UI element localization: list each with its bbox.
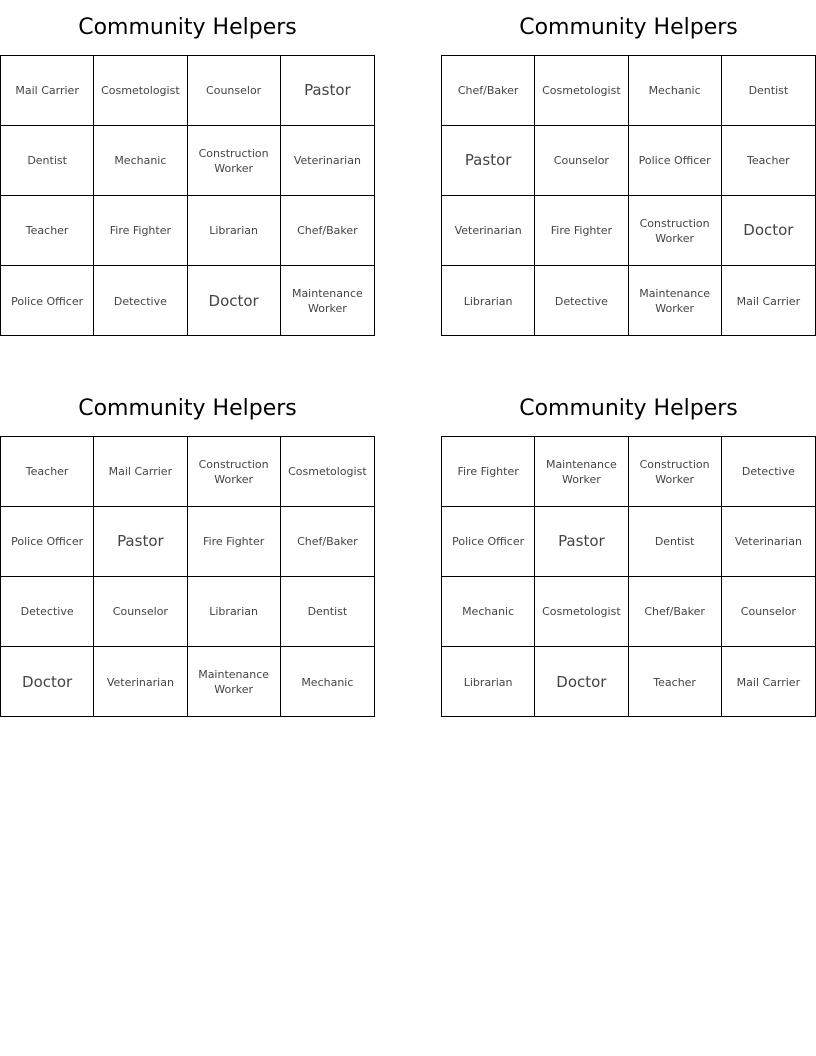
grid-cell: Librarian xyxy=(442,647,535,717)
bingo-grid xyxy=(441,55,816,336)
grid-cell: Cosmetologist xyxy=(535,577,628,647)
grid-cell: Mechanic xyxy=(629,56,722,126)
grid-cell: Mechanic xyxy=(94,126,187,196)
grid-cell: Maintenance Worker xyxy=(629,266,722,336)
bingo-grid xyxy=(441,436,816,717)
grid-cell: Chef/Baker xyxy=(629,577,722,647)
grid-cell: Mechanic xyxy=(301,675,354,689)
grid-cell: Mail Carrier xyxy=(736,675,801,689)
bingo-card-4 xyxy=(441,381,816,717)
grid-cell: Doctor xyxy=(188,266,281,336)
grid-cell: Counselor xyxy=(722,577,815,647)
card-title: Community Helpers xyxy=(519,15,738,40)
grid-cell: Veterinarian xyxy=(442,196,535,266)
grid-cell: Maintenance Worker xyxy=(535,437,628,507)
grid-cell: Counselor xyxy=(535,126,628,196)
grid-cell: Construction Worker xyxy=(188,126,281,196)
grid-cell: Teacher xyxy=(1,437,94,507)
grid-cell: Maintenance Worker xyxy=(188,647,281,717)
grid-cell: Fire Fighter xyxy=(535,196,628,266)
grid-cell: Mail Carrier xyxy=(94,437,187,507)
grid-cell: Pastor xyxy=(442,126,535,196)
grid-cell: Chef/Baker xyxy=(281,196,374,266)
grid-cell: Construction Worker xyxy=(188,437,281,507)
grid-cell: Police Officer xyxy=(1,507,94,577)
grid-cell: Doctor xyxy=(535,647,628,717)
grid-cell: Detective xyxy=(535,266,628,336)
grid-cell: Doctor xyxy=(722,196,815,266)
grid-cell: Librarian xyxy=(188,577,281,647)
grid-cell: Cosmetologist xyxy=(535,56,628,126)
grid-cell: Police Officer xyxy=(442,507,535,577)
grid-cell: Pastor xyxy=(281,56,374,126)
grid-cell: Dentist xyxy=(281,577,374,647)
grid-cell: Fire Fighter xyxy=(188,507,281,577)
grid-cell: Construction Worker xyxy=(629,437,722,507)
grid-cell: Police Officer xyxy=(629,126,722,196)
grid-cell: Construction Worker xyxy=(629,196,722,266)
card-title: Community Helpers xyxy=(78,396,297,421)
grid-cell: Chef/Baker xyxy=(281,507,374,577)
grid-cell: Fire Fighter xyxy=(94,196,187,266)
grid-cell: Mail Carrier xyxy=(736,294,801,308)
grid-cell: Counselor xyxy=(188,56,281,126)
grid-cell: Pastor xyxy=(535,507,628,577)
grid-cell: Dentist xyxy=(629,507,722,577)
grid-cell: Mechanic xyxy=(442,577,535,647)
grid-cell: Mail Carrier xyxy=(1,56,94,126)
card-title: Community Helpers xyxy=(78,15,297,40)
grid-cell: Veterinarian xyxy=(722,507,815,577)
bingo-card-3 xyxy=(0,381,375,717)
grid-cell: Librarian xyxy=(442,266,535,336)
grid-cell: Detective xyxy=(94,266,187,336)
grid-cell: Cosmetologist xyxy=(94,56,187,126)
grid-cell: Chef/Baker xyxy=(442,56,535,126)
grid-cell: Dentist xyxy=(722,56,815,126)
grid-cell: Pastor xyxy=(94,507,187,577)
grid-cell: Cosmetologist xyxy=(281,437,374,507)
grid-cell: Police Officer xyxy=(1,266,94,336)
grid-cell: Librarian xyxy=(188,196,281,266)
grid-cell: Dentist xyxy=(1,126,94,196)
grid-cell: Teacher xyxy=(1,196,94,266)
bingo-grid xyxy=(0,436,375,717)
grid-cell: Detective xyxy=(1,577,94,647)
grid-cell: Teacher xyxy=(629,647,722,717)
grid-cell: Detective xyxy=(722,437,815,507)
grid-cell: Teacher xyxy=(722,126,815,196)
grid-cell: Fire Fighter xyxy=(442,437,535,507)
bingo-card-2 xyxy=(441,0,816,336)
card-title: Community Helpers xyxy=(519,396,738,421)
grid-cell: Doctor xyxy=(1,647,94,717)
bingo-grid xyxy=(0,55,375,336)
grid-cell: Veterinarian xyxy=(281,126,374,196)
grid-cell: Veterinarian xyxy=(94,647,187,717)
bingo-card-1 xyxy=(0,0,375,336)
grid-cell: Maintenance Worker xyxy=(291,287,363,315)
grid-cell: Counselor xyxy=(94,577,187,647)
